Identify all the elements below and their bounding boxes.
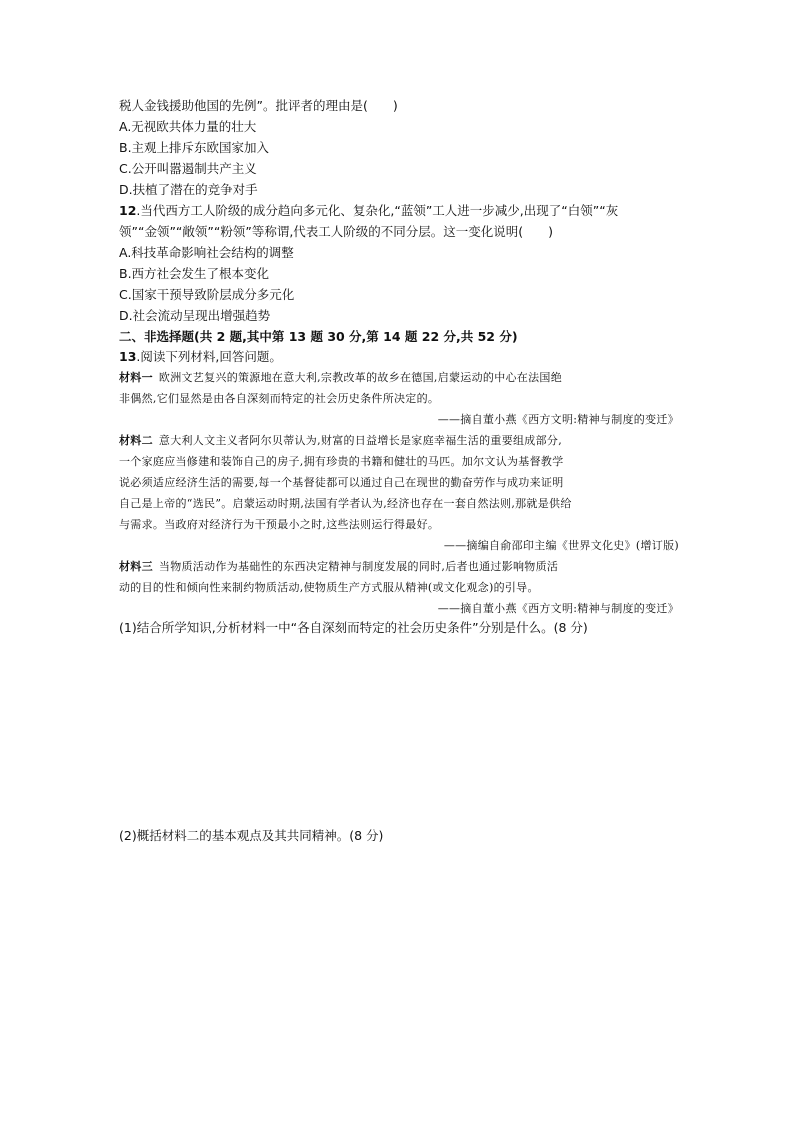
q11-stem-end: 税人金钱援助他国的先例”。批评者的理由是( ) bbox=[119, 98, 398, 113]
material3-text1: 当物质活动作为基础性的东西决定精神与制度发展的同时,后者也通过影响物质活 bbox=[158, 560, 559, 573]
q11-option-b: B.主观上排斥东欧国家加入 bbox=[119, 140, 270, 155]
material1-text1: 欧洲文艺复兴的策源地在意大利,宗教改革的故乡在德国,启蒙运动的中心在法国绝 bbox=[158, 371, 562, 384]
q12-option-b: B.西方社会发生了根本变化 bbox=[119, 266, 270, 281]
material1-label: 材料一 bbox=[119, 371, 153, 384]
material2-text1: 意大利人文主义者阿尔贝蒂认为,财富的日益增长是家庭幸福生活的重要组成部分, bbox=[158, 434, 562, 447]
q12-stem-line1 bbox=[119, 201, 679, 221]
material3-line2: 动的目的性和倾向性来制约物质活动,使物质生产方式服从精神(或文化观念)的引导。 bbox=[119, 581, 539, 594]
q13-number: 13 bbox=[119, 349, 137, 364]
material3-label: 材料三 bbox=[119, 560, 153, 573]
material2-source: ——摘编自俞邵印主编《世界文化史》(增订版) bbox=[443, 539, 679, 552]
material1-source: ——摘自董小燕《西方文明:精神与制度的变迁》 bbox=[437, 413, 679, 426]
material2-line5: 与需求。当政府对经济行为干预最小之时,这些法则运行得最好。 bbox=[119, 518, 440, 531]
q11-option-c: C.公开叫嚣遏制共产主义 bbox=[119, 161, 257, 176]
q12-stem-line2: 领”“金领”“敞领”“粉领”等称谓,代表工人阶级的不同分层。这一变化说明( ) bbox=[119, 224, 554, 239]
material2-line2: 一个家庭应当修建和装饰自己的房子,拥有珍贵的书籍和健壮的马匹。加尔文认为基督教学 bbox=[119, 455, 564, 468]
material2-line3: 说必须适应经济生活的需要,每一个基督徒都可以通过自己在现世的勤奋劳作与成功来证明 bbox=[119, 476, 564, 489]
q12-option-c: C.国家干预导致阶层成分多元化 bbox=[119, 287, 295, 302]
material1-line1 bbox=[119, 367, 679, 388]
q13-sub2: (2)概括材料二的基本观点及其共同精神。(8 分) bbox=[119, 828, 384, 843]
answer-space-1[interactable] bbox=[119, 640, 679, 820]
q13-intro-line bbox=[119, 347, 679, 367]
material3-source: ——摘自董小燕《西方文明:精神与制度的变迁》 bbox=[437, 602, 679, 615]
q13-materials bbox=[119, 367, 679, 619]
q12-option-d: D.社会流动呈现出增强趋势 bbox=[119, 308, 271, 323]
q11-option-d: D.扶植了潜在的竞争对手 bbox=[119, 182, 258, 197]
q12-number: 12 bbox=[119, 203, 137, 218]
material3-line1 bbox=[119, 556, 679, 577]
material2-line1 bbox=[119, 430, 679, 451]
q11-option-a: A.无视欧共体力量的壮大 bbox=[119, 119, 257, 134]
section-heading: 二、非选择题(共 2 题,其中第 13 题 30 分,第 14 题 22 分,共 52 分) bbox=[119, 329, 518, 344]
material2-line4: 自己是上帝的“选民”。启蒙运动时期,法国有学者认为,经济也存在一套自然法则,那就是供给 bbox=[119, 497, 572, 510]
q12-stem-text1: .当代西方工人阶级的成分趋向多元化、复杂化,“蓝领”工人进一步减少,出现了“白领”“灰 bbox=[136, 203, 619, 218]
q13-intro: .阅读下列材料,回答问题。 bbox=[136, 349, 282, 364]
answer-space-2[interactable] bbox=[119, 848, 679, 1068]
q12-option-a: A.科技革命影响社会结构的调整 bbox=[119, 245, 294, 260]
material2-label: 材料二 bbox=[119, 434, 153, 447]
material1-line2: 非偶然,它们显然是由各自深刻而特定的社会历史条件所决定的。 bbox=[119, 392, 440, 405]
q13-sub1: (1)结合所学知识,分析材料一中“各自深刻而特定的社会历史条件”分别是什么。(8 分) bbox=[119, 620, 588, 635]
